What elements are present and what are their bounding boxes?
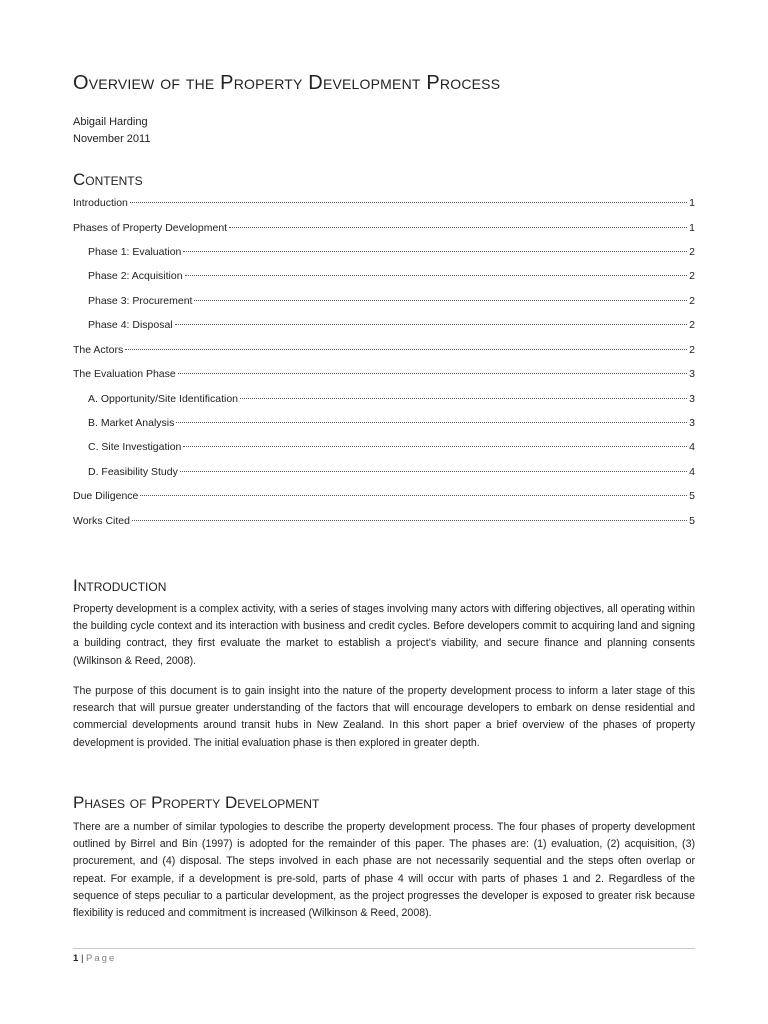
toc-leader — [229, 227, 687, 228]
toc-entry[interactable] — [88, 295, 695, 309]
footer-separator: | — [80, 953, 84, 964]
toc-entry-page: 3 — [689, 368, 695, 380]
page-footer — [73, 953, 116, 964]
toc-entry-page: 3 — [689, 417, 695, 429]
toc-entry[interactable] — [73, 490, 695, 504]
toc-entry-label: The Actors — [73, 344, 124, 356]
toc-entry-label: Works Cited — [73, 515, 130, 527]
toc-leader — [240, 398, 687, 399]
toc-entry-page: 1 — [689, 197, 695, 209]
introduction-paragraph-2: The purpose of this document is to gain insight into the nature of the property development process to inform a later stage of this research that will pursue greater understanding of the factors that will encourage developers to embark on dense residential and commercial developments around transit hubs in New Zealand. In this short paper a brief overview of the phases of property development is provided. The initial evaluation phase is then explored in greater depth. — [73, 685, 695, 749]
toc-entry[interactable] — [73, 197, 695, 211]
toc-leader — [140, 495, 687, 496]
introduction-paragraph-1: Property development is a complex activity, with a series of stages involving many actors with differing objectives, all operating within the building cycle context and its interaction with business and credit cycles. Before developers commit to acquiring land and signing a building contract, they first evaluate the market to establish a project’s viability, and secure finance and planning consents (Wilkinson & Reed, 2008). — [73, 603, 695, 667]
toc-entry-page: 3 — [689, 393, 695, 405]
toc-entry-label: B. Market Analysis — [88, 417, 175, 429]
document-title: Overview of the Property Development Process — [73, 72, 501, 94]
toc-entry-label: Due Diligence — [73, 490, 139, 502]
toc-entry[interactable] — [73, 344, 695, 358]
toc-entry-label: Phase 4: Disposal — [88, 319, 173, 331]
page-label: Page — [86, 953, 117, 964]
toc-leader — [180, 471, 687, 472]
toc-entry[interactable] — [73, 368, 695, 382]
toc-leader — [183, 446, 687, 447]
toc-entry-page: 1 — [689, 222, 695, 234]
toc-entry-page: 2 — [689, 295, 695, 307]
toc-entry[interactable] — [88, 270, 695, 284]
toc-entry-label: The Evaluation Phase — [73, 368, 176, 380]
introduction-heading: Introduction — [73, 576, 167, 595]
toc-entry[interactable] — [88, 417, 695, 431]
phases-heading: Phases of Property Development — [73, 793, 320, 812]
toc-leader — [194, 300, 687, 301]
toc-entry-page: 2 — [689, 319, 695, 331]
toc-entry-label: Phase 2: Acquisition — [88, 270, 183, 282]
toc-entry[interactable] — [73, 222, 695, 236]
toc-entry-page: 5 — [689, 490, 695, 502]
toc-entry[interactable] — [88, 441, 695, 455]
toc-entry-page: 5 — [689, 515, 695, 527]
toc-entry[interactable] — [88, 319, 695, 333]
contents-heading: Contents — [73, 170, 143, 189]
toc-entry-label: A. Opportunity/Site Identification — [88, 393, 238, 405]
toc-entry-page: 2 — [689, 270, 695, 282]
toc-entry-label: Phase 3: Procurement — [88, 295, 193, 307]
toc-leader — [178, 373, 687, 374]
toc-leader — [132, 520, 687, 521]
toc-entry-page: 2 — [689, 246, 695, 258]
toc-leader — [176, 422, 687, 423]
footer-divider — [73, 948, 695, 949]
toc-entry[interactable] — [88, 466, 695, 480]
phases-paragraph-1: There are a number of similar typologies to describe the property development process. The four phases of property development outlined by Birrel and Bin (1997) is adopted for the remainder of this paper. The phases are: (1) evaluation, (2) acquisition, (3) procurement, and (4) disposal. The steps involved in each phase are not necessarily sequential and the steps often overlap or repeat. For example, if a development is pre-sold, parts of phase 4 will occur with parts of phases 1 and 2. Regardless of the sequence of steps peculiar to a particular development, as the project progresses the developer is exposed to greater risk because flexibility is reduced and commitment is increased (Wilkinson & Reed, 2008). — [73, 821, 695, 920]
toc-leader — [185, 275, 688, 276]
page-number: 1 — [73, 953, 79, 964]
toc-leader — [183, 251, 687, 252]
toc-entry-page: 4 — [689, 466, 695, 478]
toc-entry-label: Introduction — [73, 197, 128, 209]
toc-leader — [175, 324, 688, 325]
toc-leader — [130, 202, 687, 203]
toc-entry-label: Phases of Property Development — [73, 222, 228, 234]
toc-entry-label: Phase 1: Evaluation — [88, 246, 182, 258]
toc-leader — [125, 349, 687, 350]
date: November 2011 — [73, 133, 151, 145]
toc-entry[interactable] — [88, 393, 695, 407]
toc-entry-label: C. Site Investigation — [88, 441, 182, 453]
toc-entry[interactable] — [73, 515, 695, 529]
author: Abigail Harding — [73, 116, 148, 128]
toc-entry-page: 4 — [689, 441, 695, 453]
toc-entry[interactable] — [88, 246, 695, 260]
toc-entry-page: 2 — [689, 344, 695, 356]
toc-entry-label: D. Feasibility Study — [88, 466, 178, 478]
